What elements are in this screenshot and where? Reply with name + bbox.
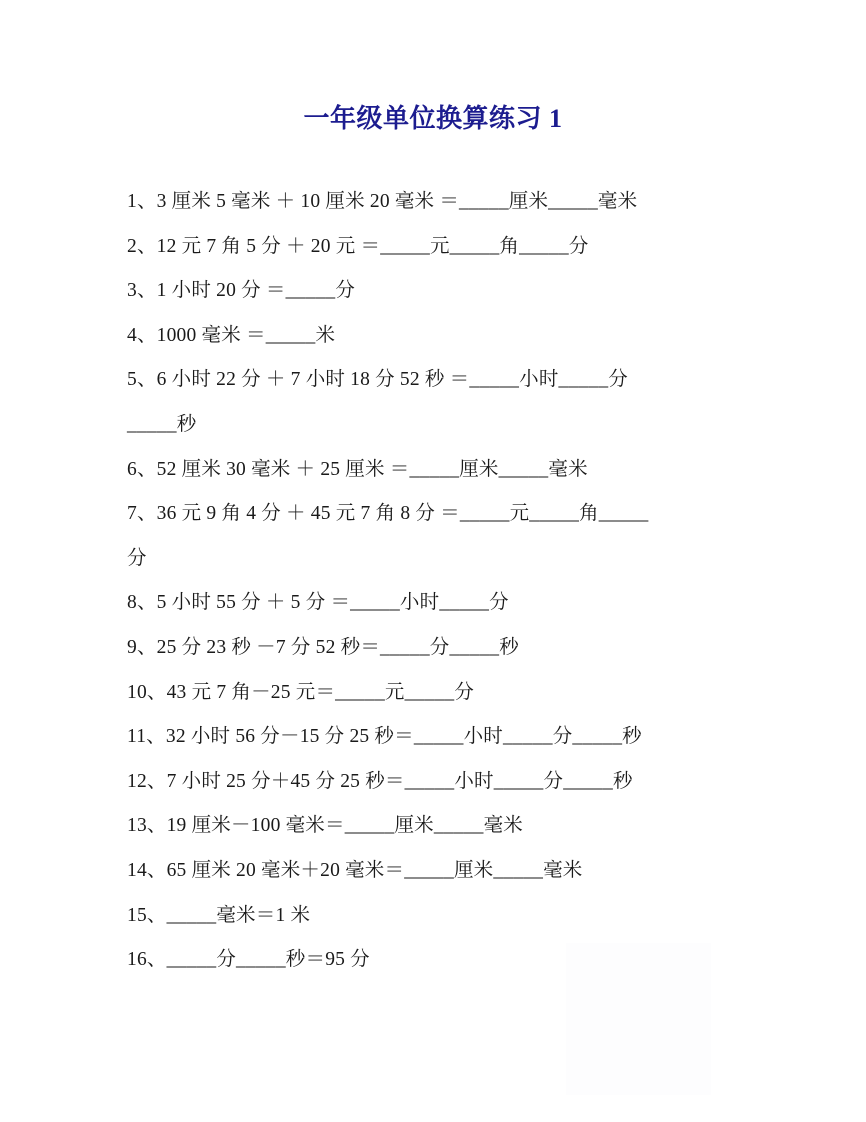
problem-row: 4、1000 毫米 ＝_____米 bbox=[127, 324, 336, 346]
problem-list bbox=[127, 192, 827, 995]
problem-row-continuation: 分 bbox=[127, 547, 147, 569]
problem-row: 7、36 元 9 角 4 分 ＋ 45 元 7 角 8 分 ＝_____元_____角_____ bbox=[127, 503, 649, 525]
problem-row: 9、25 分 23 秒 －7 分 52 秒＝_____分_____秒 bbox=[127, 636, 519, 658]
problem-row: 13、19 厘米－100 毫米＝_____厘米_____毫米 bbox=[127, 815, 524, 837]
problem-row: 16、_____分_____秒＝95 分 bbox=[127, 949, 370, 971]
problem-row: 5、6 小时 22 分 ＋ 7 小时 18 分 52 秒 ＝_____小时_____分 bbox=[127, 369, 628, 391]
problem-row: 1、3 厘米 5 毫米 ＋ 10 厘米 20 毫米 ＝_____厘米_____毫米 bbox=[127, 191, 638, 212]
problem-row: 11、32 小时 56 分－15 分 25 秒＝_____小时_____分_____秒 bbox=[127, 726, 642, 748]
problem-row: 8、5 小时 55 分 ＋ 5 分 ＝_____小时_____分 bbox=[127, 592, 509, 614]
problem-row-continuation: _____秒 bbox=[127, 413, 197, 435]
problem-row: 10、43 元 7 角－25 元＝_____元_____分 bbox=[127, 681, 475, 703]
problem-row: 6、52 厘米 30 毫米 ＋ 25 厘米 ＝_____厘米_____毫米 bbox=[127, 458, 588, 480]
problem-row: 12、7 小时 25 分＋45 分 25 秒＝_____小时_____分_____秒 bbox=[127, 770, 633, 792]
problem-row: 3、1 小时 20 分 ＝_____分 bbox=[127, 280, 356, 302]
problem-row: 2、12 元 7 角 5 分 ＋ 20 元 ＝_____元_____角_____分 bbox=[127, 235, 589, 257]
page-title: 一年级单位换算练习 1 bbox=[303, 104, 563, 133]
problem-row: 15、_____毫米＝1 米 bbox=[127, 904, 311, 926]
problem-row: 14、65 厘米 20 毫米＋20 毫米＝_____厘米_____毫米 bbox=[127, 859, 583, 881]
